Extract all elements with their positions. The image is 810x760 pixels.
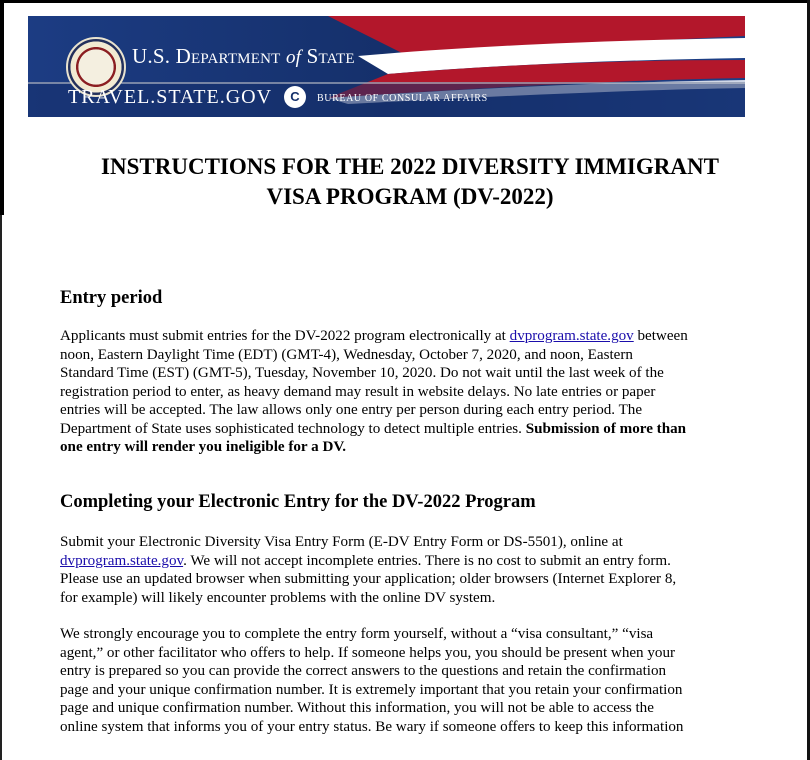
- page-frame-top: [0, 0, 810, 3]
- entry-period-line-3: Standard Time (EST) (GMT-5), Tuesday, November 10, 2020. Do not wait until the last week of the: [60, 365, 664, 381]
- dvprogram-link[interactable]: dvprogram.state.gov: [509, 328, 634, 344]
- entry-period-line-4: registration period to enter, as heavy demand may result in website delays. No late entries or paper: [60, 383, 656, 400]
- entry-period-line-1-end: between: [633, 328, 688, 344]
- banner-bureau: BUREAU OF CONSULAR AFFAIRS: [317, 93, 488, 104]
- completing-p2-line-6: online system that informs you of your entry status. Be wary if someone offers to keep this information: [60, 718, 684, 735]
- completing-p1-line-2: [60, 552, 750, 571]
- title-line-2: VISA PROGRAM (DV-2022): [266, 184, 554, 209]
- banner-department-name: [132, 44, 355, 69]
- completing-p1-line-1: Submit your Electronic Diversity Visa Entry Form (E-DV Entry Form or DS-5501), online at: [60, 534, 623, 550]
- entry-period-line-1-text: Applicants must submit entries for the DV-2022 program electronically at: [60, 328, 510, 344]
- document-title: [40, 152, 780, 212]
- entry-period-line-5: entries will be accepted. The law allows only one entry per person during each entry period. The: [60, 402, 643, 418]
- entry-period-warning-bold: Submission of more than: [525, 420, 687, 437]
- dvprogram-link-2[interactable]: dvprogram.state.gov: [60, 552, 184, 569]
- page-frame-left-lower: [0, 215, 2, 760]
- dept-of: of: [285, 47, 302, 68]
- entry-period-line-7: [60, 438, 750, 457]
- entry-period-heading: Entry period: [60, 288, 163, 308]
- state-department-banner: [28, 16, 745, 117]
- consular-c-icon: C: [284, 86, 306, 108]
- completing-p1-line-3: Please use an updated browser when submitting your application; older browsers (Internet Explorer 8,: [60, 571, 677, 587]
- completing-p1-line-4: for example) will likely encounter problems with the online DV system.: [60, 589, 496, 606]
- completing-p2-line-3: entry is prepared so you can provide the correct answers to the questions and retain the confirmation: [60, 663, 667, 679]
- dept-suffix: State: [306, 44, 355, 68]
- title-line-1: INSTRUCTIONS FOR THE 2022 DIVERSITY IMMIGRANT: [101, 154, 719, 179]
- completing-p2-line-2: agent,” or other facilitator who offers to help. If someone helps you, you should be present when your: [60, 644, 676, 661]
- entry-period-paragraph: [60, 327, 750, 457]
- entry-period-line-1: [60, 327, 750, 346]
- page-frame-left: [0, 0, 4, 215]
- completing-p2-line-4: page and your unique confirmation number. It is extremely important that you retain your confirmation: [60, 681, 683, 698]
- entry-period-warning-bold-2: one entry will render you ineligible for a DV.: [60, 439, 347, 455]
- entry-period-line-2: noon, Eastern Daylight Time (EDT) (GMT-4), Wednesday, October 7, 2020, and noon, Eastern: [60, 346, 633, 363]
- entry-period-line-6-text: Department of State uses sophisticated technology to detect multiple entries.: [60, 420, 526, 437]
- completing-p2-line-5: page and unique confirmation number. Without this information, you will not be able to access the: [60, 700, 654, 716]
- dept-prefix: U.S. Department: [132, 44, 281, 68]
- completing-p2-line-1: We strongly encourage you to complete the entry form yourself, without a “visa consultant,” “visa: [60, 626, 654, 642]
- completing-p1-line-2-text: . We will not accept incomplete entries. There is no cost to submit an entry form.: [183, 552, 671, 569]
- entry-period-line-6: [60, 420, 750, 439]
- completing-entry-heading: Completing your Electronic Entry for the DV-2022 Program: [60, 492, 536, 512]
- completing-paragraph-1: [60, 533, 750, 607]
- completing-paragraph-2: [60, 625, 750, 736]
- banner-site-name: TRAVEL.STATE.GOV: [68, 86, 273, 108]
